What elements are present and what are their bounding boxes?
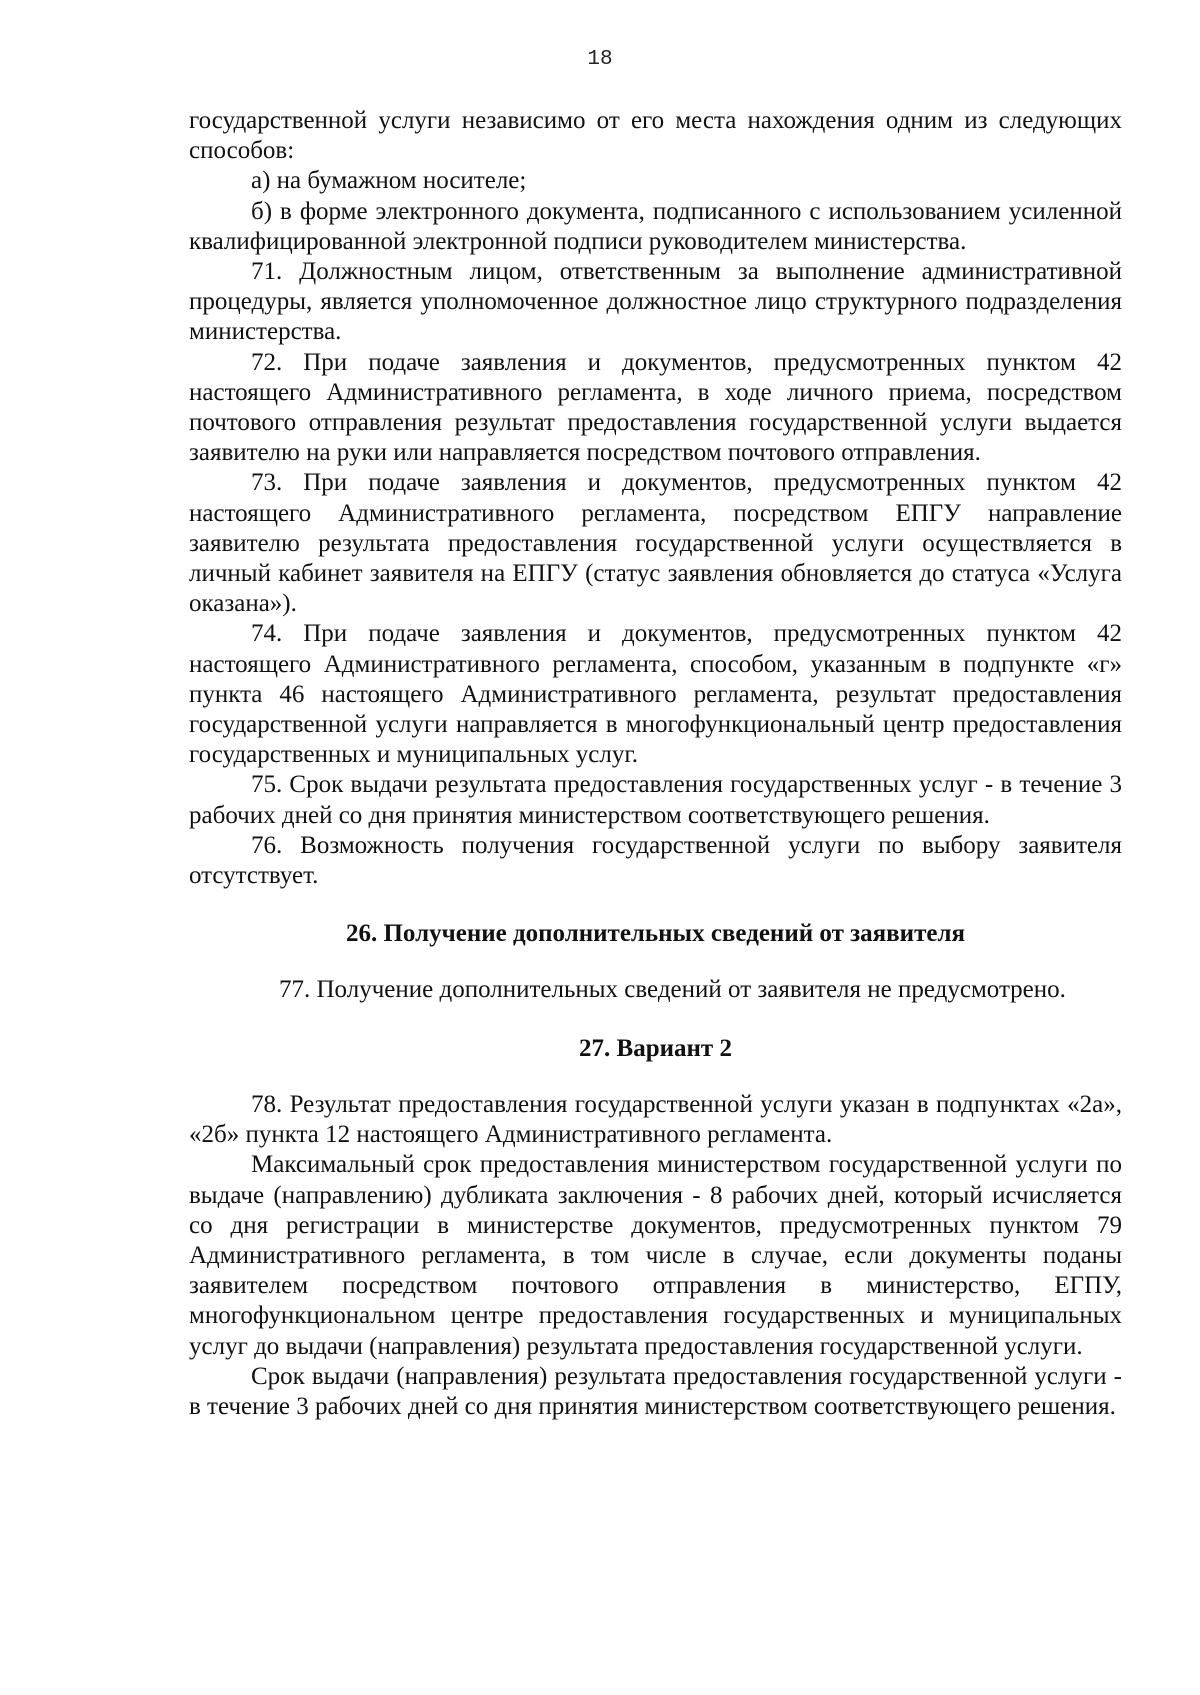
section-heading-27: 27. Вариант 2 (579, 1034, 732, 1062)
paragraph-71: 71. Должностным лицом, ответственным за выполнение административной процедуры, является уполномоченное должностное лицо структурного подразделения министерства. (189, 258, 1122, 346)
page-number: 18 (587, 48, 613, 71)
section-heading-26: 26. Получение дополнительных сведений от заявителя (345, 920, 966, 948)
paragraph-73: 73. При подаче заявления и документов, предусмотренных пунктом 42 настоящего Административного регламента, посредством ЕПГУ направление заявителю результата предоставления государственной услуги осуществляется в личный кабинет заявителя на ЕПГУ (статус заявления обновляется до статуса «Услуга оказана»). (189, 469, 1122, 618)
paragraph-78: 78. Результат предоставления государственной услуги указан в подпунктах «2а», «2б» пункта 12 настоящего Административного регламента. (189, 1090, 1122, 1149)
paragraph-77: 77. Получение дополнительных сведений от заявителя не предусмотрено. (279, 976, 1066, 1004)
document-body (189, 106, 1122, 1422)
paragraph-74: 74. При подаче заявления и документов, предусмотренных пунктом 42 настоящего Административного регламента, способом, указанным в подпункте «г» пункта 46 настоящего Административного регламента, результат предоставления государственной услуги направляется в многофункциональный центр предоставления государственных и муниципальных услуг. (189, 620, 1122, 769)
paragraph-72: 72. При подаче заявления и документов, предусмотренных пунктом 42 настоящего Административного регламента, в ходе личного приема, посредством почтового отправления результат предоставления государственной услуги выдается заявителю на руки или направляется посредством почтового отправления. (189, 348, 1122, 467)
list-item-a: а) на бумажном носителе; (251, 167, 527, 195)
paragraph-issue-term: Срок выдачи (направления) результата предоставления государственной услуги - в течение 3 рабочих дней со дня принятия министерством соответствующего решения. (189, 1362, 1122, 1420)
paragraph-max-term: Максимальный срок предоставления министерством государственной услуги по выдаче (направлению) дубликата заключения - 8 рабочих дней, который исчисляется со дня регистрации в министерстве документов, предусмотренных пунктом 79 Административного регламента, в том числе в случае, если документы поданы заявителем посредством почтового отправления в министерство, ЕГПУ, многофункциональном центре предоставления государственных и муниципальных услуг до выдачи (направления) результата предоставления государственной услуги. (189, 1151, 1122, 1360)
list-item-b: б) в форме электронного документа, подписанного с использованием усиленной квалифицированной электронной подписи руководителем министерства. (189, 197, 1122, 255)
paragraph-continuation: государственной услуги независимо от его места нахождения одним из следующих способов: (189, 107, 1122, 165)
paragraph-75: 75. Срок выдачи результата предоставления государственных услуг - в течение 3 рабочих дней со дня принятия министерством соответствующего решения. (189, 771, 1122, 829)
paragraph-76: 76. Возможность получения государственной услуги по выбору заявителя отсутствует. (189, 831, 1122, 890)
